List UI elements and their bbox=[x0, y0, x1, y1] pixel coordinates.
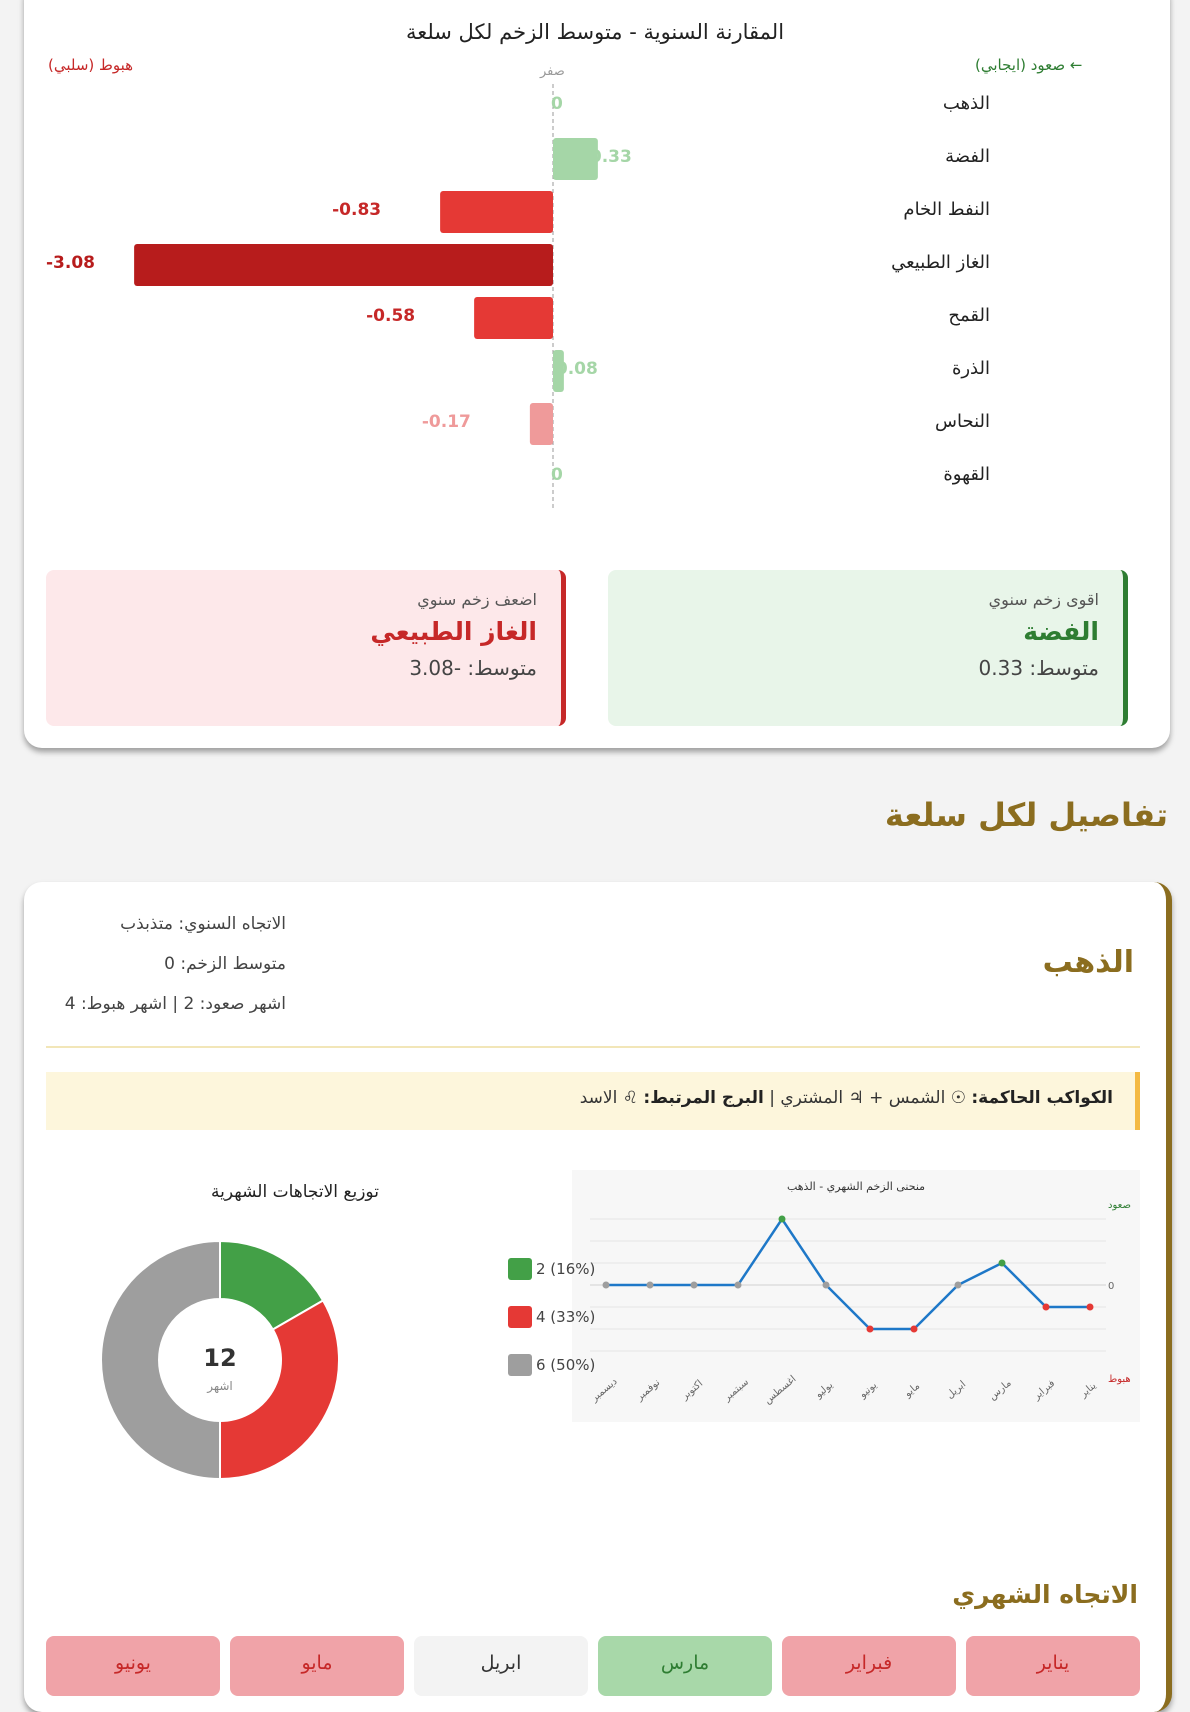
up-down-months-line: اشهر صعود: 2 | اشهر هبوط: 4 bbox=[64, 994, 286, 1014]
planets-label: الكواكب الحاكمة: bbox=[971, 1088, 1113, 1108]
donut-legend-item bbox=[508, 1354, 595, 1376]
line-x-tick: ابريل bbox=[944, 1378, 969, 1402]
legend-swatch bbox=[508, 1306, 532, 1328]
line-x-tick: يونيو bbox=[857, 1379, 880, 1401]
legend-swatch bbox=[508, 1258, 532, 1280]
divider bbox=[46, 1046, 1140, 1048]
strong-name: الفضة bbox=[1023, 617, 1099, 646]
line-point bbox=[691, 1282, 698, 1289]
zero-axis-label: صفر bbox=[540, 64, 565, 79]
annual-bar-chart bbox=[0, 0, 1190, 560]
line-point bbox=[647, 1282, 654, 1289]
weak-caption: اضعف زخم سنوي bbox=[417, 590, 537, 609]
bar-value-label: -3.08 bbox=[46, 253, 95, 273]
donut-center-label: اشهر bbox=[207, 1379, 233, 1393]
bar-value-label: -0.17 bbox=[421, 412, 471, 432]
legend-swatch bbox=[508, 1354, 532, 1376]
donut-slice bbox=[220, 1301, 339, 1480]
line-zero-tick: 0 bbox=[1108, 1281, 1115, 1292]
line-x-tick: اغسطس bbox=[762, 1373, 799, 1407]
line-x-tick: ديسمبر bbox=[589, 1376, 620, 1405]
bar-category-label: الذهب bbox=[942, 93, 990, 114]
monthly-trend-title: الاتجاه الشهري bbox=[952, 1580, 1138, 1609]
line-x-tick: مارس bbox=[987, 1377, 1014, 1403]
monthly-line-chart bbox=[572, 1170, 1140, 1422]
month-tile[interactable]: مايو bbox=[230, 1636, 404, 1696]
weak-name: الغاز الطبيعي bbox=[370, 617, 537, 646]
bar-value-label: 0.33 bbox=[589, 147, 632, 167]
legend-text: 4 (33%) bbox=[536, 1307, 596, 1326]
bar-value-label: 0 bbox=[551, 465, 563, 485]
strong-avg: متوسط: 0.33 bbox=[978, 656, 1099, 680]
bar-category-label: الذرة bbox=[951, 358, 990, 379]
donut-title: توزيع الاتجاهات الشهرية bbox=[211, 1182, 379, 1202]
sign-value: ♌ الاسد bbox=[579, 1088, 638, 1108]
line-point bbox=[867, 1326, 874, 1333]
annual-trend-line: الاتجاه السنوي: متذبذب bbox=[120, 914, 286, 934]
donut-slice bbox=[101, 1241, 220, 1479]
bar-category-label: النفط الخام bbox=[903, 199, 990, 220]
line-x-tick: مايو bbox=[902, 1380, 923, 1400]
bar-value-label: 0.08 bbox=[555, 359, 598, 379]
avg-momentum-line: متوسط الزخم: 0 bbox=[164, 954, 286, 974]
line-point bbox=[735, 1282, 742, 1289]
line-point bbox=[823, 1282, 830, 1289]
bar-category-label: الفضة bbox=[945, 146, 990, 167]
bar-4 bbox=[474, 297, 553, 339]
month-tile[interactable]: فبراير bbox=[782, 1636, 956, 1696]
line-x-tick: يناير bbox=[1078, 1380, 1099, 1400]
commodity-name: الذهب bbox=[1042, 945, 1134, 980]
bar-category-label: النحاس bbox=[935, 411, 990, 432]
month-tile[interactable]: ابريل bbox=[414, 1636, 588, 1696]
line-x-tick: سبتمبر bbox=[721, 1376, 751, 1404]
bar-category-label: القهوة bbox=[943, 464, 990, 485]
weakest-momentum-box bbox=[46, 570, 566, 726]
line-chart-title: منحنى الزخم الشهري - الذهب bbox=[786, 1180, 926, 1193]
month-tile[interactable]: يونيو bbox=[46, 1636, 220, 1696]
legend-down: هبوط (سلبي) bbox=[48, 56, 134, 74]
bar-category-label: القمح bbox=[948, 305, 990, 326]
line-series bbox=[606, 1219, 1090, 1329]
line-point bbox=[999, 1260, 1006, 1267]
strong-caption: اقوى زخم سنوي bbox=[988, 590, 1099, 609]
bar-6 bbox=[530, 403, 553, 445]
donut-legend-item bbox=[508, 1258, 595, 1280]
legend-text: 6 (50%) bbox=[536, 1355, 596, 1374]
line-point bbox=[911, 1326, 918, 1333]
bar-value-label: -0.83 bbox=[332, 200, 382, 220]
donut-center-value: 12 bbox=[203, 1344, 237, 1372]
line-y-bottom-label: هبوط bbox=[1108, 1374, 1131, 1385]
planets-value: ☉ الشمس + ♃ المشتري bbox=[780, 1088, 966, 1108]
monthly-trend-donut bbox=[90, 1230, 350, 1490]
line-point bbox=[1043, 1304, 1050, 1311]
bar-value-label: -0.58 bbox=[366, 306, 416, 326]
legend-up: ← صعود (ايجابي) bbox=[975, 56, 1083, 74]
weak-avg: متوسط: -3.08 bbox=[409, 656, 537, 680]
month-tile[interactable]: مارس bbox=[598, 1636, 772, 1696]
donut-legend-item bbox=[508, 1306, 595, 1328]
line-point bbox=[779, 1216, 786, 1223]
month-tile[interactable]: يناير bbox=[966, 1636, 1140, 1696]
line-point bbox=[1087, 1304, 1094, 1311]
legend-text: 2 (16%) bbox=[536, 1259, 596, 1278]
bar-category-label: الغاز الطبيعي bbox=[891, 252, 990, 273]
line-x-tick: اكتوبر bbox=[679, 1378, 706, 1403]
line-point bbox=[603, 1282, 610, 1289]
bar-3 bbox=[134, 244, 553, 286]
planets-box: الكواكب الحاكمة: ☉ الشمس + ♃ المشتري | البرج المرتبط: ♌ الاسد bbox=[46, 1072, 1140, 1130]
strongest-momentum-box bbox=[608, 570, 1128, 726]
line-x-tick: يوليو bbox=[813, 1379, 836, 1401]
line-x-tick: نوفمبر bbox=[634, 1377, 663, 1403]
section-title: تفاصيل لكل سلعة bbox=[884, 796, 1168, 834]
sign-label: البرج المرتبط: bbox=[643, 1088, 764, 1108]
line-point bbox=[955, 1282, 962, 1289]
bar-2 bbox=[440, 191, 553, 233]
bar-value-label: 0 bbox=[551, 94, 563, 114]
line-x-tick: فبراير bbox=[1031, 1378, 1058, 1403]
bar-chart-title: المقارنة السنوية - متوسط الزخم لكل سلعة bbox=[405, 20, 785, 44]
line-y-top-label: صعود bbox=[1108, 1200, 1131, 1211]
